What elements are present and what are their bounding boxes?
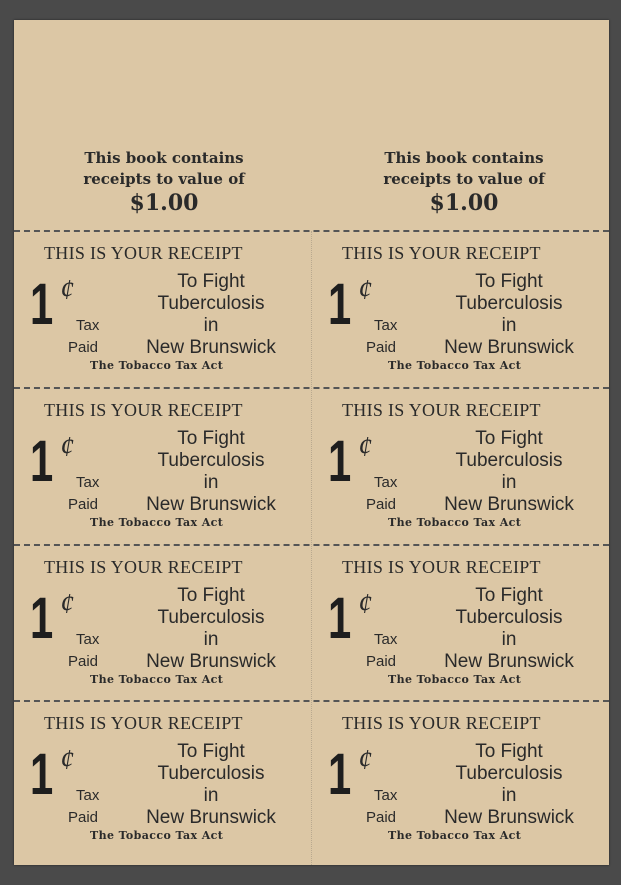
receipt-purpose	[424, 585, 594, 673]
purpose-line-2: Tuberculosis	[157, 293, 265, 314]
purpose-line-4: New Brunswick	[146, 494, 276, 515]
tax-label: Tax	[374, 631, 398, 648]
receipt-title: THIS IS YOUR RECEIPT	[44, 400, 243, 420]
act-name: The Tobacco Tax Act	[388, 516, 522, 529]
cent-symbol: ¢	[358, 432, 372, 463]
denomination-numeral: 1	[328, 429, 352, 494]
act-name: The Tobacco Tax Act	[90, 673, 224, 686]
purpose-line-2: Tuberculosis	[455, 293, 563, 314]
purpose-line-2: Tuberculosis	[455, 763, 563, 784]
tax-label: Tax	[76, 631, 100, 648]
act-name: The Tobacco Tax Act	[388, 829, 522, 842]
cover-text-right	[334, 148, 594, 214]
receipt-title: THIS IS YOUR RECEIPT	[342, 400, 541, 420]
denomination-numeral: 1	[30, 429, 54, 494]
denomination-numeral: 1	[30, 742, 54, 807]
receipt-book-sheet	[14, 20, 609, 865]
receipt-stub	[14, 388, 311, 544]
receipt-purpose	[424, 428, 594, 516]
receipt-title: THIS IS YOUR RECEIPT	[44, 713, 243, 733]
tax-label: Tax	[374, 317, 398, 334]
purpose-line-1: To Fight	[475, 428, 543, 449]
act-name: The Tobacco Tax Act	[90, 359, 224, 372]
cover-amount: $1.00	[429, 190, 499, 216]
cover-line-2: receipts to value of	[83, 170, 245, 188]
receipt-stub	[312, 231, 609, 387]
cover-line-2: receipts to value of	[383, 170, 545, 188]
purpose-line-3: in	[501, 315, 517, 336]
denomination-numeral: 1	[328, 272, 352, 337]
purpose-line-2: Tuberculosis	[157, 450, 265, 471]
cent-symbol: ¢	[358, 745, 372, 776]
paid-label: Paid	[68, 339, 99, 356]
cover-panel	[14, 20, 609, 230]
cent-symbol: ¢	[60, 589, 74, 620]
cover-line-1: This book contains	[384, 149, 544, 167]
tax-label: Tax	[76, 317, 100, 334]
paid-label: Paid	[366, 809, 397, 826]
tax-label: Tax	[76, 787, 100, 804]
purpose-line-3: in	[203, 785, 219, 806]
receipt-purpose	[126, 428, 296, 516]
cover-text-left	[34, 148, 294, 214]
cent-symbol: ¢	[60, 275, 74, 306]
receipt-purpose	[424, 741, 594, 829]
denomination-numeral: 1	[328, 742, 352, 807]
cent-symbol: ¢	[358, 589, 372, 620]
act-name: The Tobacco Tax Act	[388, 673, 522, 686]
purpose-line-4: New Brunswick	[146, 651, 276, 672]
cover-amount: $1.00	[129, 190, 199, 216]
purpose-line-3: in	[501, 472, 517, 493]
purpose-line-3: in	[203, 472, 219, 493]
purpose-line-1: To Fight	[177, 271, 245, 292]
purpose-line-3: in	[203, 629, 219, 650]
purpose-line-4: New Brunswick	[146, 337, 276, 358]
receipt-stub	[312, 701, 609, 857]
purpose-line-1: To Fight	[475, 271, 543, 292]
denomination-numeral: 1	[30, 272, 54, 337]
receipt-stub	[14, 701, 311, 857]
receipt-title: THIS IS YOUR RECEIPT	[342, 713, 541, 733]
receipt-title: THIS IS YOUR RECEIPT	[44, 557, 243, 577]
purpose-line-2: Tuberculosis	[157, 763, 265, 784]
tax-label: Tax	[76, 474, 100, 491]
paid-label: Paid	[68, 496, 99, 513]
purpose-line-4: New Brunswick	[444, 807, 574, 828]
receipt-title: THIS IS YOUR RECEIPT	[44, 243, 243, 263]
purpose-line-2: Tuberculosis	[455, 450, 563, 471]
receipt-purpose	[126, 585, 296, 673]
denomination-numeral: 1	[30, 586, 54, 651]
receipt-purpose	[424, 271, 594, 359]
receipt-stub	[14, 545, 311, 701]
cent-symbol: ¢	[358, 275, 372, 306]
receipt-purpose	[126, 741, 296, 829]
purpose-line-4: New Brunswick	[444, 494, 574, 515]
purpose-line-2: Tuberculosis	[157, 607, 265, 628]
purpose-line-3: in	[203, 315, 219, 336]
paid-label: Paid	[68, 809, 99, 826]
cent-symbol: ¢	[60, 745, 74, 776]
tax-label: Tax	[374, 474, 398, 491]
denomination-numeral: 1	[328, 586, 352, 651]
paid-label: Paid	[366, 339, 397, 356]
purpose-line-4: New Brunswick	[444, 337, 574, 358]
receipt-stub	[14, 231, 311, 387]
tax-label: Tax	[374, 787, 398, 804]
purpose-line-4: New Brunswick	[444, 651, 574, 672]
paid-label: Paid	[366, 653, 397, 670]
purpose-line-1: To Fight	[177, 741, 245, 762]
paid-label: Paid	[366, 496, 397, 513]
purpose-line-4: New Brunswick	[146, 807, 276, 828]
act-name: The Tobacco Tax Act	[90, 516, 224, 529]
purpose-line-1: To Fight	[475, 741, 543, 762]
purpose-line-3: in	[501, 785, 517, 806]
receipt-stub	[312, 388, 609, 544]
act-name: The Tobacco Tax Act	[388, 359, 522, 372]
receipt-stub	[312, 545, 609, 701]
perforation-line-vertical	[311, 231, 312, 865]
cover-line-1: This book contains	[84, 149, 244, 167]
receipt-title: THIS IS YOUR RECEIPT	[342, 557, 541, 577]
receipt-purpose	[126, 271, 296, 359]
cent-symbol: ¢	[60, 432, 74, 463]
purpose-line-3: in	[501, 629, 517, 650]
purpose-line-1: To Fight	[475, 585, 543, 606]
paid-label: Paid	[68, 653, 99, 670]
purpose-line-1: To Fight	[177, 585, 245, 606]
purpose-line-1: To Fight	[177, 428, 245, 449]
receipt-title: THIS IS YOUR RECEIPT	[342, 243, 541, 263]
purpose-line-2: Tuberculosis	[455, 607, 563, 628]
act-name: The Tobacco Tax Act	[90, 829, 224, 842]
